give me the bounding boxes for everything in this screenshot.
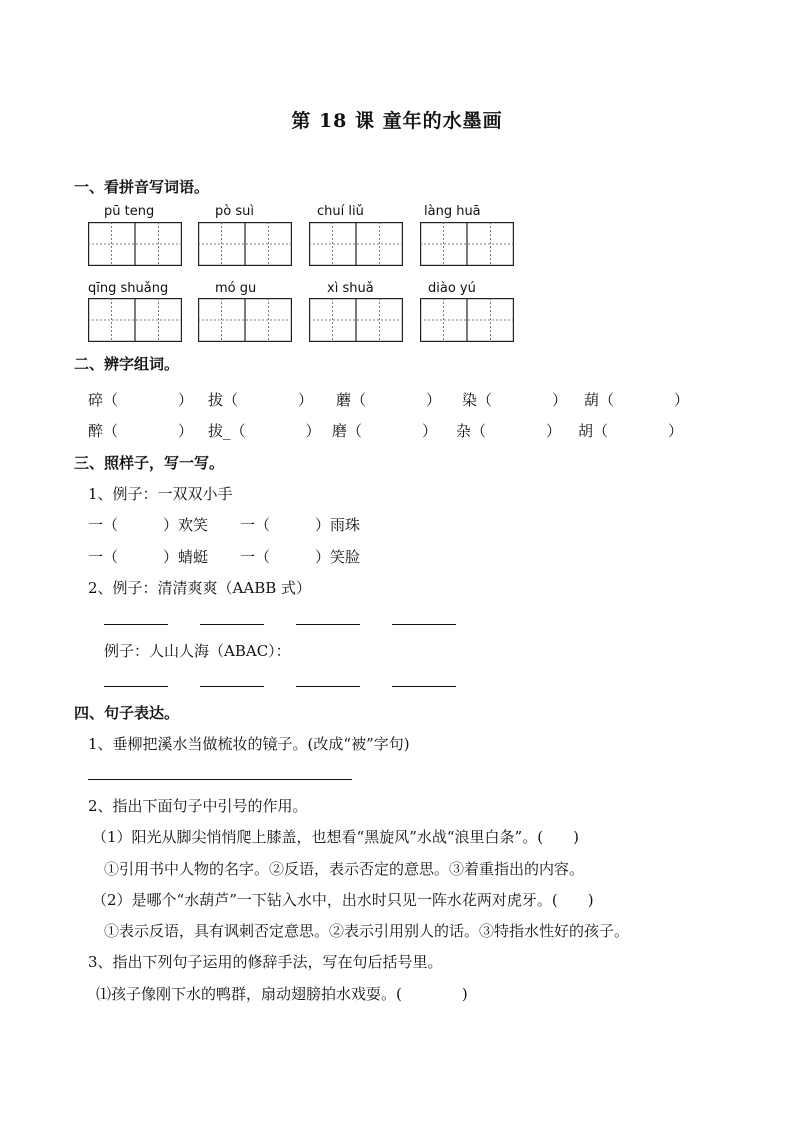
writing-grid[interactable] bbox=[198, 222, 292, 266]
word-group-item: 杂（ ） bbox=[456, 422, 562, 440]
pinyin-label: chuí liǔ bbox=[317, 204, 364, 219]
answer-blank[interactable] bbox=[200, 686, 264, 687]
fill-item: 一（ ）蜻蜓 bbox=[88, 548, 209, 566]
pinyin-label: qīng shuǎng bbox=[88, 281, 169, 296]
answer-blank[interactable] bbox=[88, 779, 352, 780]
page-title: 第 18 课 童年的水墨画 bbox=[291, 110, 503, 132]
writing-grid[interactable] bbox=[420, 298, 514, 342]
question-text: 例子：人山人海（ABAC）： bbox=[104, 642, 291, 660]
pinyin-label: pū teng bbox=[104, 204, 155, 219]
answer-blank[interactable] bbox=[392, 686, 456, 687]
word-group-item: 拔（ ） bbox=[208, 391, 314, 409]
writing-grid[interactable] bbox=[420, 222, 514, 266]
answer-blank[interactable] bbox=[296, 686, 360, 687]
section-2-heading: 二、辨字组词。 bbox=[74, 355, 180, 373]
word-group-item: 醉（ ） bbox=[88, 422, 194, 440]
question-text: 1、例子：一双双小手 bbox=[88, 485, 233, 503]
word-group-item: 胡（ ） bbox=[578, 422, 684, 440]
pinyin-label: làng huā bbox=[424, 204, 481, 219]
word-group-item: 碎（ ） bbox=[88, 391, 194, 409]
writing-grid[interactable] bbox=[309, 298, 403, 342]
question-text: ⑴孩子像刚下水的鸭群，扇动翅膀拍水戏耍。( ) bbox=[96, 985, 468, 1003]
answer-options: ①引用书中人物的名字。②反语，表示否定的意思。③着重指出的内容。 bbox=[104, 860, 585, 878]
pinyin-label: xì shuǎ bbox=[327, 281, 374, 296]
fill-item: 一（ ）雨珠 bbox=[240, 516, 361, 534]
answer-blank[interactable] bbox=[104, 624, 168, 625]
answer-blank[interactable] bbox=[392, 624, 456, 625]
fill-item: 一（ ）欢笑 bbox=[88, 516, 209, 534]
question-text: （1）阳光从脚尖悄悄爬上膝盖，也想看“黑旋风”水战“浪里白条”。( ) bbox=[92, 828, 579, 846]
question-text: 1、垂柳把溪水当做梳妆的镜子。(改成“被”字句) bbox=[88, 735, 410, 753]
answer-options: ①表示反语，具有讽刺否定意思。②表示引用别人的话。③特指水性好的孩子。 bbox=[104, 922, 630, 940]
question-text: 3、指出下列句子运用的修辞手法，写在句后括号里。 bbox=[88, 953, 443, 971]
writing-grid[interactable] bbox=[88, 222, 182, 266]
word-group-item: 蘑（ ） bbox=[336, 391, 442, 409]
pinyin-label: mó gu bbox=[215, 281, 257, 296]
fill-item: 一（ ）笑脸 bbox=[240, 548, 361, 566]
pinyin-label: diào yú bbox=[428, 281, 476, 296]
question-text: 2、例子：清清爽爽（AABB 式） bbox=[88, 579, 312, 597]
section-4-heading: 四、句子表达。 bbox=[74, 704, 180, 722]
answer-blank[interactable] bbox=[200, 624, 264, 625]
answer-blank[interactable] bbox=[296, 624, 360, 625]
word-group-item: 拔_（ ） bbox=[208, 422, 321, 440]
writing-grid[interactable] bbox=[198, 298, 292, 342]
word-group-item: 葫（ ） bbox=[584, 391, 690, 409]
writing-grid[interactable] bbox=[88, 298, 182, 342]
answer-blank[interactable] bbox=[104, 686, 168, 687]
word-group-item: 染（ ） bbox=[462, 391, 568, 409]
writing-grid[interactable] bbox=[309, 222, 403, 266]
section-3-heading: 三、照样子，写一写。 bbox=[74, 454, 225, 472]
section-1-heading: 一、看拼音写词语。 bbox=[74, 178, 210, 196]
pinyin-label: pò suì bbox=[215, 204, 254, 219]
question-text: （2）是哪个“水葫芦”一下钻入水中，出水时只见一阵水花两对虎牙。( ) bbox=[92, 891, 594, 909]
word-group-item: 磨（ ） bbox=[332, 422, 438, 440]
question-text: 2、指出下面句子中引号的作用。 bbox=[88, 797, 308, 815]
